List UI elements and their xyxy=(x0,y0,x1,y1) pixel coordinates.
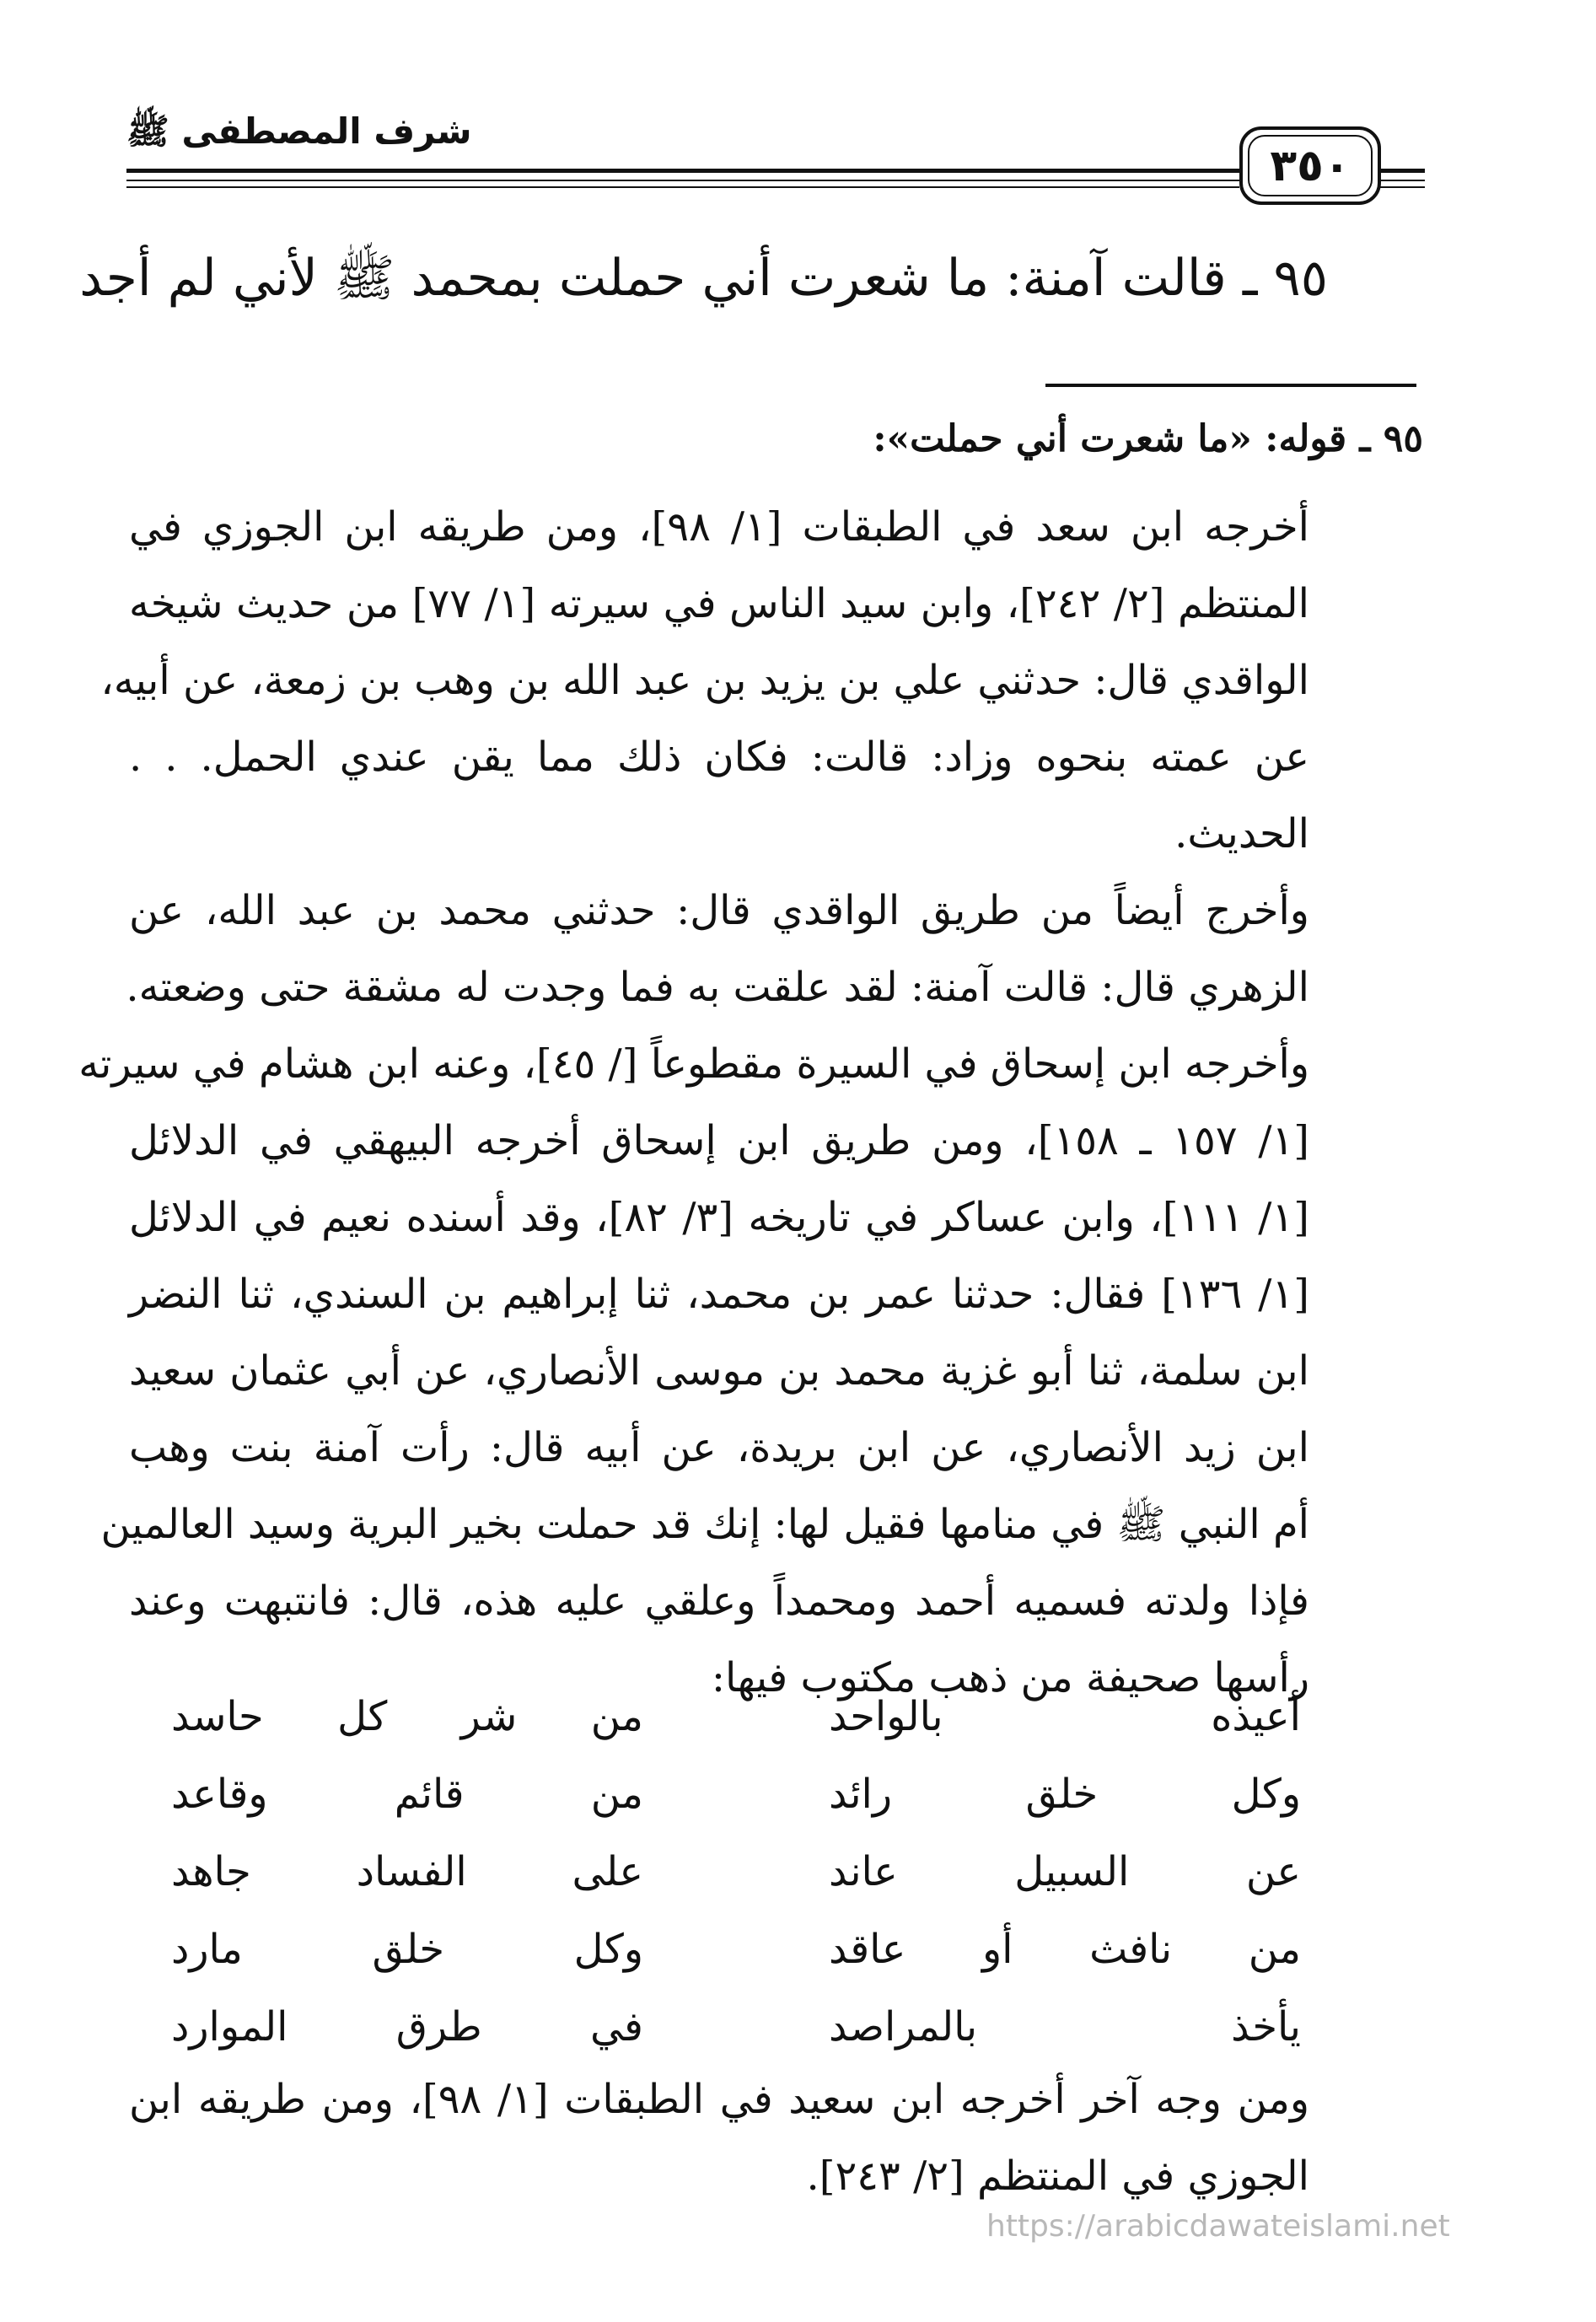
poem-verse xyxy=(171,1678,1301,1755)
footnote-line: رأسها صحيفة من ذهب مكتوب فيها: xyxy=(711,1654,1309,1701)
footnote-line: وأخرجه ابن إسحاق في السيرة مقطوعاً [/ ٤٥]، وعنه ابن هشام في سيرته xyxy=(78,1040,1309,1088)
footnote-line: عن عمته بنحوه وزاد: قالت: فكان ذلك مما يقن عندي الحمل. . . xyxy=(129,734,1309,781)
header-rule-thin-2 xyxy=(126,186,1239,188)
footnote-line: المنتظم [٢/ ٢٤٢]، وابن سيد الناس في سيرته [١/ ٧٧] من حديث شيخه xyxy=(129,580,1310,627)
header-rule-thin xyxy=(126,180,1239,181)
page-number: ٣٥٠ xyxy=(1270,140,1351,191)
footnote-line: الزهري قال: قالت آمنة: لقد علقت به فما وجدت له مشقة حتى وضعته. xyxy=(126,964,1309,1011)
header-rule-thick xyxy=(126,169,1239,173)
poem-hemistich-first: أعيذه بالواحد xyxy=(829,1693,1301,1740)
poem-hemistich-second: وكل خلق مارد xyxy=(171,1926,643,1973)
poem-hemistich-second: على الفساد جاهد xyxy=(171,1848,643,1895)
footnote-line: وأخرج أيضاً من طريق الواقدي قال: حدثني محمد بن عبد الله، عن xyxy=(129,887,1309,934)
footnote-line: [١/ ١١١]، وابن عساكر في تاريخه [٣/ ٨٢]، وقد أسنده نعيم في الدلائل xyxy=(129,1194,1309,1241)
footnote-line: أم النبي ﷺ في منامها فقيل لها: إنك قد حملت بخير البرية وسيد العالمين xyxy=(100,1501,1309,1548)
footnote-line: الواقدي قال: حدثني علي بن يزيد بن عبد الله بن وهب بن زمعة، عن أبيه، xyxy=(100,657,1309,704)
poem xyxy=(171,1678,1301,2066)
header-rule-right-thin xyxy=(1374,180,1425,181)
poem-hemistich-second: من شر كل حاسد xyxy=(171,1693,643,1740)
poem-verse xyxy=(171,1911,1301,1988)
poem-verse xyxy=(171,1988,1301,2066)
footnote-line: ابن زيد الأنصاري، عن ابن بريدة، عن أبيه قال: رأت آمنة بنت وهب xyxy=(129,1424,1309,1471)
running-title: شرف المصطفى ﷺ xyxy=(126,110,472,152)
poem-hemistich-second: في طرق الموارد xyxy=(171,2003,643,2051)
poem-hemistich-first: وكل خلق رائد xyxy=(829,1771,1301,1818)
footnote-line: فإذا ولدته فسميه أحمد ومحمداً وعلقي عليه هذه، قال: فانتبهت وعند xyxy=(129,1578,1309,1625)
poem-verse xyxy=(171,1833,1301,1911)
footnote-body xyxy=(78,489,1310,1717)
footnote-line: [١/ ١٥٧ ـ ١٥٨]، ومن طريق ابن إسحاق أخرجه البيهقي في الدلائل xyxy=(129,1117,1310,1164)
footnote-tail xyxy=(129,2061,1309,2215)
header-rule-right xyxy=(1374,169,1425,173)
footnote-heading: ٩٥ ـ قوله: «ما شعرت أني حملت»: xyxy=(873,417,1423,460)
main-text-line: ٩٥ ـ قالت آمنة: ما شعرت أني حملت بمحمد ﷺ لأني لم أجد xyxy=(79,249,1328,308)
footnote-line: الجوزي في المنتظم [٢/ ٢٤٣]. xyxy=(806,2153,1309,2200)
footnote-line: ابن سلمة، ثنا أبو غزية محمد بن موسى الأنصاري، عن أبي عثمان سعيد xyxy=(129,1347,1309,1395)
poem-hemistich-second: من قائم وقاعد xyxy=(171,1771,643,1818)
page-number-frame xyxy=(1239,126,1381,205)
poem-verse xyxy=(171,1755,1301,1833)
poem-hemistich-first: من نافث أو عاقد xyxy=(829,1926,1301,1973)
footnote-line: ومن وجه آخر أخرجه ابن سعيد في الطبقات [١/ ٩٨]، ومن طريقه ابن xyxy=(129,2076,1310,2123)
footnote-separator xyxy=(1045,384,1416,387)
watermark-url: https://arabicdawateislami.net xyxy=(986,2209,1450,2244)
footnote-line: الحديث. xyxy=(1174,810,1309,857)
header-rule-right-thin-2 xyxy=(1374,186,1425,188)
poem-hemistich-first: عن السبيل عاند xyxy=(829,1848,1301,1895)
poem-hemistich-first: يأخذ بالمراصد xyxy=(829,2003,1301,2051)
footnote-line: أخرجه ابن سعد في الطبقات [١/ ٩٨]، ومن طريقه ابن الجوزي في xyxy=(129,503,1309,551)
footnote-line: [١/ ١٣٦] فقال: حدثنا عمر بن محمد، ثنا إبراهيم بن السندي، ثنا النضر xyxy=(129,1271,1309,1318)
